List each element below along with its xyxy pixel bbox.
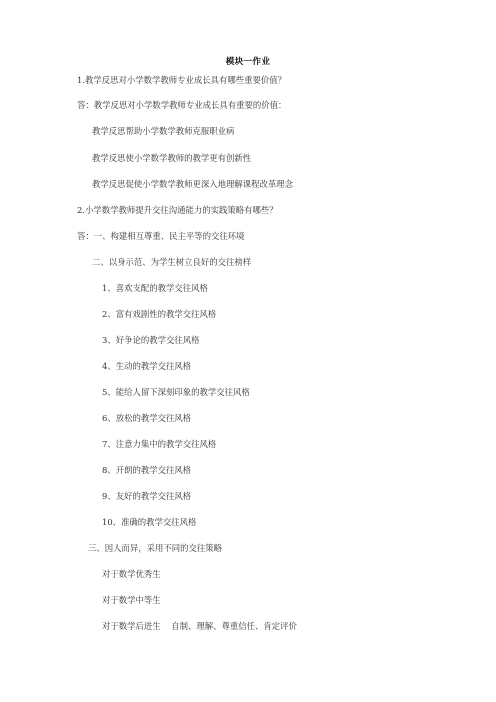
style-item: 3、好争论的教学交往风格	[102, 335, 200, 345]
style-item: 8、开朗的教学交往风格	[102, 465, 192, 475]
style-item: 9、友好的教学交往风格	[102, 491, 192, 501]
style-item: 7、注意力集中的教学交往风格	[102, 439, 217, 449]
answer-1-point: 教学反思促使小学数学教师更深入地理解课程改革理念	[92, 179, 293, 189]
student-strategy: 对于数学中等生	[102, 595, 161, 605]
style-item: 5、能给人留下深刻印象的教学交往风格	[102, 387, 250, 397]
answer-1-intro: 答：教学反思对小学数学教师专业成长具有重要的价值：	[77, 100, 287, 110]
style-item: 2、富有戏剧性的教学交往风格	[102, 309, 217, 319]
answer-1-point: 教学反思帮助小学数学教师克服职业病	[92, 126, 235, 136]
student-strategy: 对于数学优秀生	[102, 569, 161, 579]
question-2: 2.小学数学教师提升交往沟通能力的实践策略有哪些？	[77, 205, 278, 215]
answer-1-point: 教学反思使小学数学教师的教学更有创新性	[92, 153, 252, 163]
student-strategy: 对于数学后进生 自制、理解、尊重信任、肯定评价	[102, 621, 297, 631]
document-title: 模块一作业	[225, 57, 271, 67]
style-item: 1、喜欢支配的教学交往风格	[102, 283, 208, 293]
style-item: 4、生动的教学交往风格	[102, 361, 192, 371]
answer-2-intro: 答：一、构建相互尊重、民主平等的交往环境	[77, 231, 245, 241]
style-item: 10、准确的教学交往风格	[102, 517, 197, 527]
style-item: 6、放松的教学交往风格	[102, 413, 192, 423]
answer-2-section: 二、以身示范、为学生树立良好的交往榜样	[92, 257, 252, 267]
answer-2-section: 三、因人而异，采用不同的交往策略	[88, 543, 222, 553]
question-1: 1.教学反思对小学数学教师专业成长具有哪些重要价值？	[77, 75, 286, 85]
